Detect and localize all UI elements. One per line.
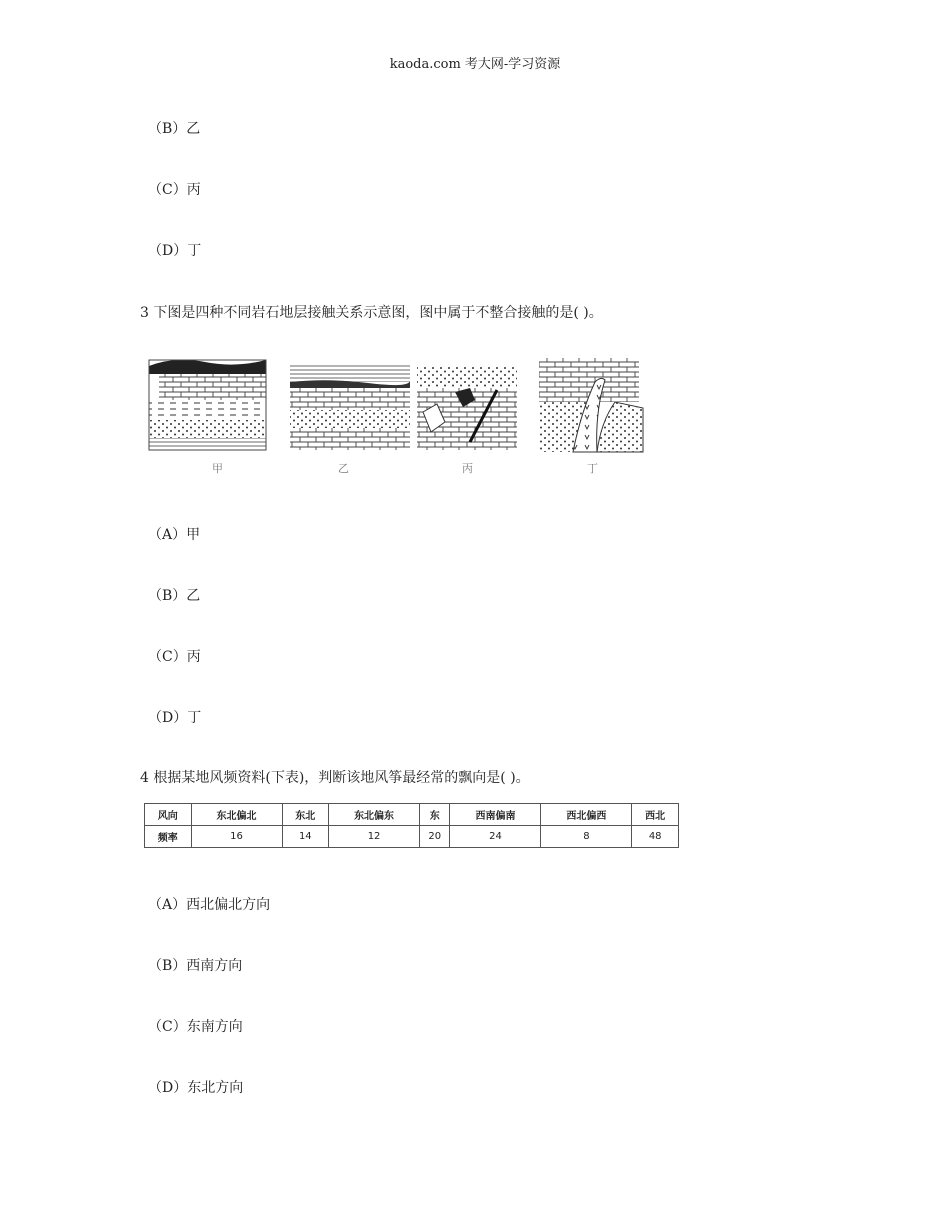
q2-option-b: （B）乙	[148, 121, 201, 137]
table-cell: 东北偏北	[191, 804, 282, 826]
q3-option-d: （D）丁	[148, 710, 202, 726]
q4-option-a: （A）西北偏北方向	[148, 897, 271, 913]
caption-yi: 乙	[338, 462, 349, 475]
table-cell: 西南偏南	[450, 804, 541, 826]
table-cell: 12	[329, 826, 420, 848]
figure-yi	[288, 352, 413, 452]
page-header: kaoda.com 考大网-学习资源	[389, 57, 561, 72]
table-cell: 8	[541, 826, 632, 848]
figure-jia	[145, 352, 270, 452]
table-cell: 风向	[145, 804, 192, 826]
caption-bing: 丙	[462, 462, 473, 475]
q2-option-c: （C）丙	[148, 182, 201, 198]
q4-option-b: （B）西南方向	[148, 958, 243, 974]
table-cell: 东	[420, 804, 450, 826]
q2-option-d: （D）丁	[148, 243, 202, 259]
table-cell: 20	[420, 826, 450, 848]
table-cell: 西北偏西	[541, 804, 632, 826]
figure-ding	[535, 352, 650, 457]
q3-option-a: （A）甲	[148, 527, 201, 543]
strata-figures	[140, 352, 660, 477]
caption-jia: 甲	[212, 462, 223, 475]
table-cell: 24	[450, 826, 541, 848]
caption-ding: 丁	[587, 462, 598, 475]
q3-question: 3 下图是四种不同岩石地层接触关系示意图，图中属于不整合接触的是( )。	[140, 305, 603, 321]
q4-option-c: （C）东南方向	[148, 1019, 243, 1035]
table-row	[145, 826, 679, 848]
wind-frequency-table	[144, 803, 679, 848]
q4-option-d: （D）东北方向	[148, 1080, 244, 1096]
table-row	[145, 804, 679, 826]
q3-option-b: （B）乙	[148, 588, 201, 604]
table-cell: 14	[282, 826, 329, 848]
table-cell: 频率	[145, 826, 192, 848]
q3-option-c: （C）丙	[148, 649, 201, 665]
figure-bing	[415, 352, 520, 452]
table-cell: 西北	[632, 804, 679, 826]
table-cell: 48	[632, 826, 679, 848]
table-cell: 东北偏东	[329, 804, 420, 826]
q4-question: 4 根据某地风频资料(下表)，判断该地风筝最经常的飘向是( )。	[140, 770, 530, 786]
table-cell: 16	[191, 826, 282, 848]
table-cell: 东北	[282, 804, 329, 826]
